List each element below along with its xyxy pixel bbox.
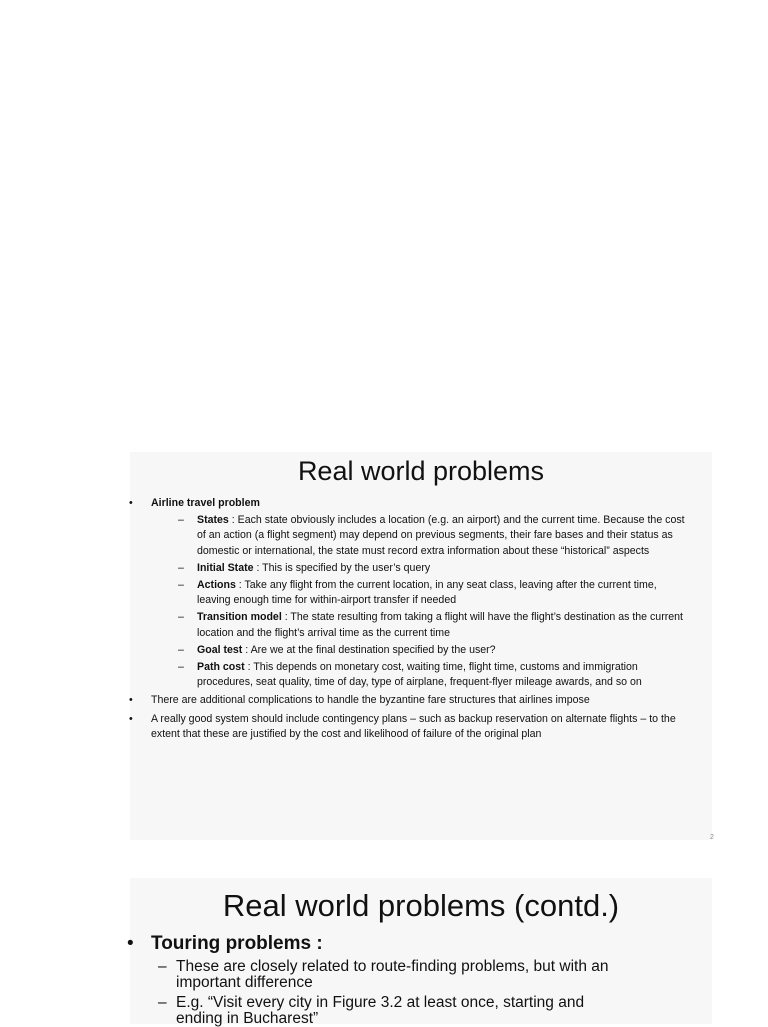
sub-item-states [151, 513, 690, 559]
slide-title: Real world problems (contd.) [222, 888, 620, 923]
dash-icon: – [178, 611, 184, 624]
term-description: : Are we at the final destination specified by the user? [242, 643, 496, 656]
sub-item-initial-state [151, 561, 690, 576]
dash-icon: – [158, 994, 167, 1011]
bullet-text: A really good system should include contingency plans – such as backup reservation on alternate flights – to the extent that these are justified by the cost and likelihood of failure of the original plan [151, 712, 676, 740]
bullet-icon: • [129, 497, 133, 509]
term-description: : The state resulting from taking a flight will have the flight’s destination as the current location and the flight’s arrival time as the current time [197, 611, 683, 639]
sub-item-example [130, 995, 630, 1027]
sub-item-transition-model [151, 610, 690, 640]
sub-item-related [130, 959, 630, 991]
sub-item-text: E.g. “Visit every city in Figure 3.2 at least once, starting and ending in Bucharest” [176, 994, 585, 1027]
dash-icon: – [178, 561, 184, 574]
sub-item-path-cost [151, 660, 690, 690]
term-description: : Each state obviously includes a location (e.g. an airport) and the current time. Because the cost of an action (a flight segment) may depend on previous segments, their fare bases and their status as domestic or international, the state must record extra information about these “historical” aspects [197, 514, 685, 557]
term-label: Path cost [197, 661, 245, 674]
term-description: : This is specified by the user’s query [253, 561, 431, 574]
slide-touring-problems [127, 878, 712, 1027]
bullet-text: There are additional complications to handle the byzantine fare structures that airlines impose [151, 694, 590, 707]
term-description: : This depends on monetary cost, waiting time, flight time, customs and immigration procedures, seat quality, time of day, type of airplane, frequent-flyer mileage awards, and so on [197, 661, 642, 689]
bullet-list [130, 496, 690, 745]
bullet-heading: Airline travel problem [151, 497, 260, 509]
slide-airline-travel [130, 452, 712, 840]
bullet-fare-complications [130, 693, 690, 708]
bullet-contingency-plans [130, 712, 690, 742]
term-description: : Take any flight from the current location, in any seat class, leaving after the current time, leaving enough time for within-airport transfer if needed [197, 579, 657, 607]
bullet-heading: Touring problems : [151, 933, 323, 954]
sub-item-text: These are closely related to route-finding problems, but with an important difference [176, 958, 609, 991]
bullet-icon: • [129, 712, 133, 725]
dash-icon: – [178, 579, 184, 592]
dash-icon: – [178, 514, 184, 527]
page-number: 2 [710, 834, 714, 841]
bullet-icon: • [129, 694, 133, 707]
dash-icon: – [158, 958, 167, 975]
bullet-icon: • [127, 933, 134, 954]
term-label: Actions [197, 579, 236, 592]
bullet-touring-problems [127, 932, 630, 955]
sub-item-actions [151, 578, 690, 608]
term-label: Initial State [197, 561, 254, 574]
term-label: States [197, 514, 229, 527]
term-label: Transition model [197, 611, 282, 624]
term-label: Goal test [197, 643, 243, 656]
dash-icon: – [178, 661, 184, 674]
bullet-airline-travel [130, 496, 690, 690]
slide-title: Real world problems [297, 456, 545, 486]
dash-icon: – [178, 643, 184, 656]
bullet-list [127, 932, 630, 1027]
sub-item-goal-test [151, 643, 690, 658]
